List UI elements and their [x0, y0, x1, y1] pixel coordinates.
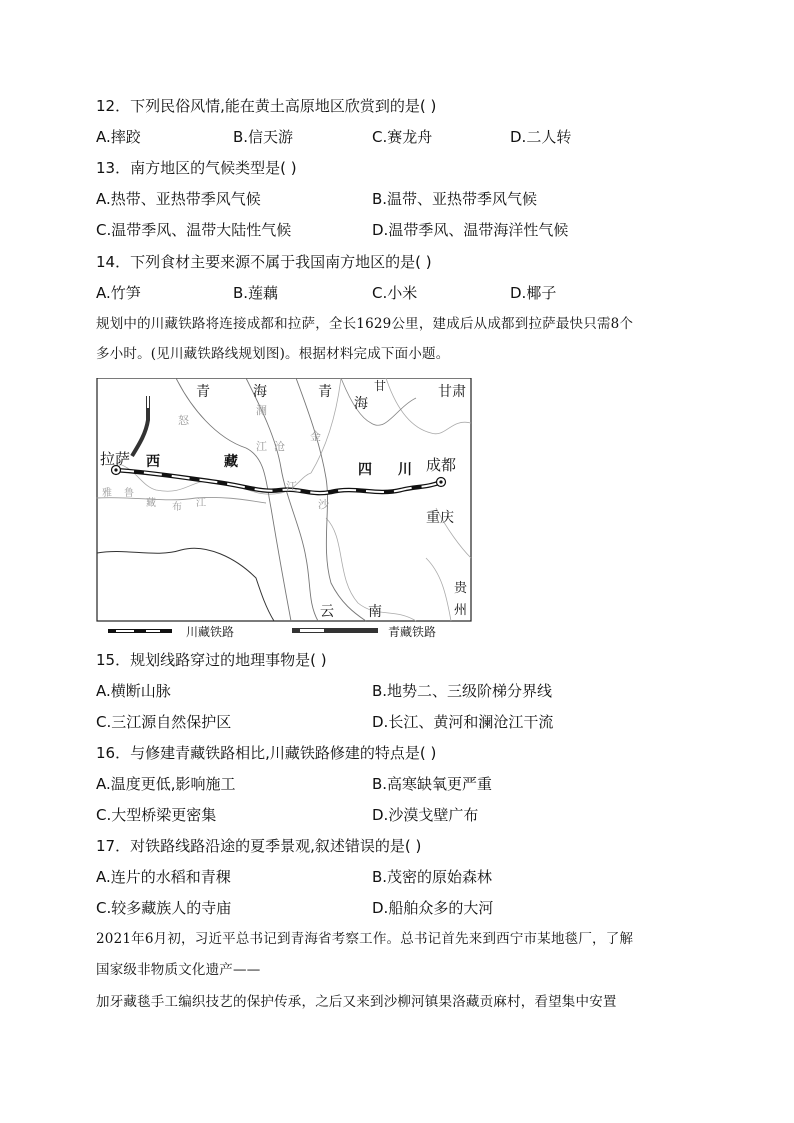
river-label-lan: 澜 [256, 404, 267, 417]
river-label-lu: 鲁 [124, 488, 134, 499]
label-hai-2: 海 [354, 396, 368, 412]
question-15-stem: 15．规划线路穿过的地理事物是( ) [96, 651, 327, 669]
river-label-nu: 怒 [178, 414, 189, 427]
legend-chuanzang-swatch-dash [146, 630, 160, 632]
q12-option-c[interactable]: C.赛龙舟 [372, 128, 433, 146]
legend-chuanzang-swatch-dash [116, 630, 134, 632]
label-chongqing: 重庆 [426, 510, 454, 526]
label-qing-1: 青 [196, 384, 210, 400]
q16-option-d[interactable]: D.沙漠戈壁广布 [372, 806, 479, 824]
legend-qingzang-label: 青藏铁路 [388, 625, 437, 639]
label-xi: 西 [146, 454, 160, 470]
q15-option-c[interactable]: C.三江源自然保护区 [96, 713, 232, 731]
river-label-jiang-3: 江 [196, 498, 206, 509]
label-nan: 南 [368, 604, 382, 620]
label-zhou: 州 [454, 603, 468, 618]
label-si: 四 [358, 462, 372, 478]
label-lasa: 拉萨 [100, 450, 131, 468]
material-2-line-1: 2021年6月初，习近平总书记到青海省考察工作。总书记首先来到西宁市某地毯厂，了解 [96, 931, 634, 947]
lasa-marker-center [114, 468, 117, 471]
river-label-sha: 沙 [318, 498, 329, 511]
material-2-line-3: 加牙藏毯手工编织技艺的保护传承，之后又来到沙柳河镇果洛藏贡麻村，看望集中安置 [96, 994, 617, 1010]
material-1-line-2: 多小时。(见川藏铁路线规划图)。根据材料完成下面小题。 [96, 346, 450, 362]
q15-option-a[interactable]: A.横断山脉 [96, 682, 171, 700]
river-label-zang: 藏 [146, 498, 156, 509]
question-13-stem: 13．南方地区的气候类型是( ) [96, 159, 297, 177]
q17-option-d[interactable]: D.船舶众多的大河 [372, 899, 494, 917]
q13-option-a[interactable]: A.热带、亚热带季风气候 [96, 190, 261, 208]
q12-option-a[interactable]: A.摔跤 [96, 128, 141, 146]
legend-chuanzang-label: 川藏铁路 [186, 625, 235, 639]
river-label-bu: 布 [172, 502, 182, 513]
q12-option-b[interactable]: B.信天游 [233, 128, 294, 146]
label-gui: 贵 [454, 581, 468, 596]
q15-option-b[interactable]: B.地势二、三级阶梯分界线 [372, 682, 553, 700]
label-zang: 藏 [224, 454, 238, 470]
q15-option-d[interactable]: D.长江、黄河和澜沧江干流 [372, 713, 554, 731]
question-16-stem: 16．与修建青藏铁路相比,川藏铁路修建的特点是( ) [96, 744, 437, 762]
railway-map [96, 378, 476, 640]
q16-option-a[interactable]: A.温度更低,影响施工 [96, 775, 236, 793]
q13-option-c[interactable]: C.温带季风、温带大陆性气候 [96, 221, 292, 239]
q14-option-c[interactable]: C.小米 [372, 284, 418, 302]
map-legend [108, 624, 436, 639]
material-1-line-1: 规划中的川藏铁路将连接成都和拉萨，全长1629公里，建成后从成都到拉萨最快只需8个 [96, 316, 634, 332]
q13-option-b[interactable]: B.温带、亚热带季风气候 [372, 190, 538, 208]
question-14-stem: 14．下列食材主要来源不属于我国南方地区的是( ) [96, 253, 432, 271]
river-label-jiang-1: 江 [256, 440, 267, 453]
river-label-cang: 沧 [274, 440, 285, 453]
q14-option-a[interactable]: A.竹笋 [96, 284, 141, 302]
river-label-jiang-2: 江 [286, 480, 297, 493]
q17-option-a[interactable]: A.连片的水稻和青稞 [96, 868, 231, 886]
label-hai-1: 海 [253, 384, 267, 400]
question-17-stem: 17．对铁路线路沿途的夏季景观,叙述错误的是( ) [96, 837, 422, 855]
q16-option-b[interactable]: B.高寒缺氧更严重 [372, 775, 493, 793]
label-gan: 甘 [374, 379, 387, 393]
chengdu-marker-center [439, 480, 442, 483]
river-label-jin: 金 [310, 430, 321, 443]
legend-qingzang-swatch-dash [300, 629, 324, 632]
q12-option-d[interactable]: D.二人转 [510, 128, 572, 146]
material-2-line-2: 国家级非物质文化遗产—— [96, 962, 261, 978]
label-qing-2: 青 [318, 384, 332, 400]
label-gansu: 甘肃 [438, 384, 466, 400]
q14-option-d[interactable]: D.椰子 [510, 284, 557, 302]
question-12-stem: 12．下列民俗风情,能在黄土高原地区欣赏到的是( ) [96, 97, 437, 115]
q17-option-c[interactable]: C.较多藏族人的寺庙 [96, 899, 232, 917]
label-yun: 云 [320, 604, 334, 620]
label-chuan: 川 [398, 462, 412, 478]
q14-option-b[interactable]: B.莲藕 [233, 284, 279, 302]
q13-option-d[interactable]: D.温带季风、温带海洋性气候 [372, 221, 569, 239]
q16-option-c[interactable]: C.大型桥梁更密集 [96, 806, 217, 824]
river-label-ya: 雅 [102, 488, 112, 499]
q17-option-b[interactable]: B.茂密的原始森林 [372, 868, 493, 886]
label-chengdu: 成都 [426, 456, 457, 474]
